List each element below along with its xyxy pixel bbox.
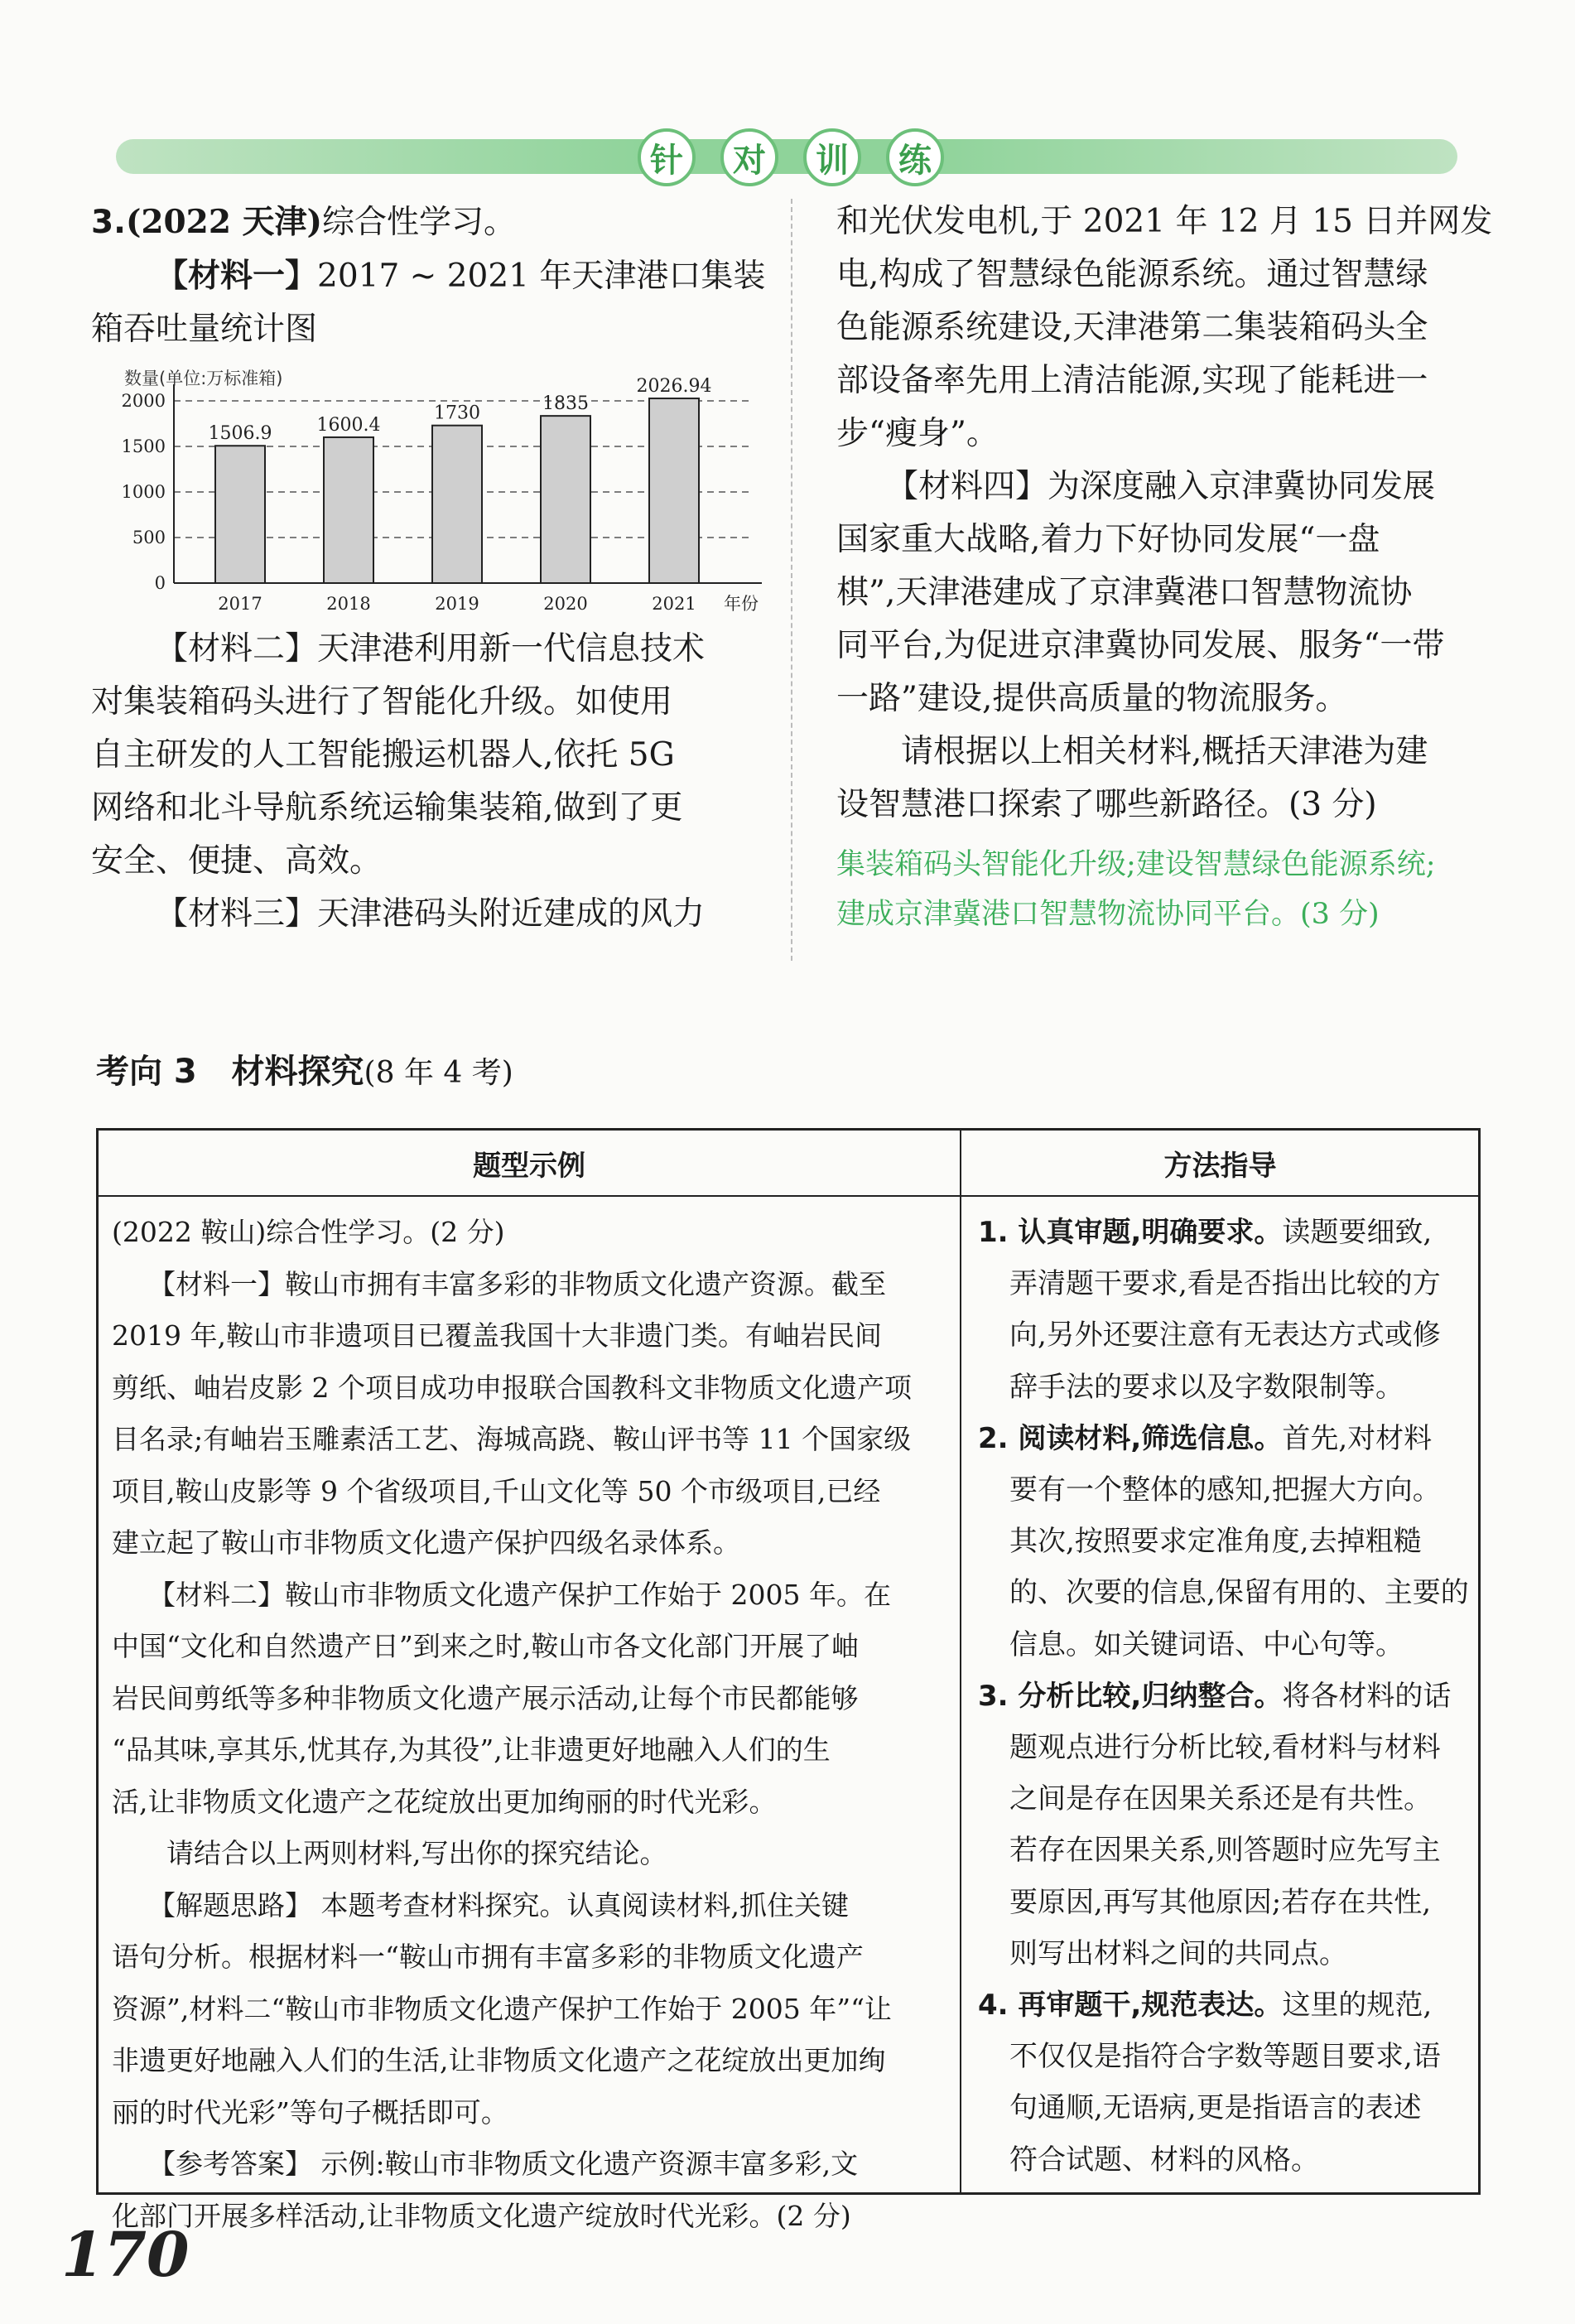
example-line: 项目,鞍山皮影等 9 个省级项目,千山文化等 50 个市级项目,已经 bbox=[112, 1474, 881, 1507]
guide-step-text: 的、次要的信息,保留有用的、主要的 bbox=[1009, 1576, 1469, 1610]
bar-chart-svg bbox=[91, 364, 770, 621]
question-prompt: 请根据以上相关材料,概括天津港为建 bbox=[901, 733, 1428, 770]
bar-value-label: 1506.9 bbox=[208, 423, 272, 445]
guide-step-text: 题观点进行分析比较,看材料与材料 bbox=[1009, 1731, 1441, 1765]
example-line: “品其味,享其乐,忧其存,为其役”,让非遗更好地融入人们的生 bbox=[112, 1733, 831, 1766]
example-line: 建立起了鞍山市非物质文化遗产保护四级名录体系。 bbox=[112, 1526, 740, 1559]
example-line: 资源”,材料二“鞍山市非物质文化遗产保护工作始于 2005 年”“让 bbox=[112, 1992, 892, 2025]
question-right-column bbox=[836, 195, 1491, 939]
bar-value-label: 1600.4 bbox=[316, 414, 381, 436]
section-number: 考向 3 bbox=[96, 1053, 197, 1091]
guide-step-text: 符合试题、材料的风格。 bbox=[1009, 2143, 1319, 2177]
x-tick-label: 2021 bbox=[652, 594, 696, 614]
question-left-column bbox=[91, 195, 778, 356]
guide-line bbox=[978, 1722, 1475, 1773]
column-divider bbox=[791, 199, 792, 961]
guide-step-text: 若存在因果关系,则答题时应先写主 bbox=[1009, 1834, 1441, 1868]
question-heading bbox=[91, 195, 778, 249]
material-2-line: 安全、便捷、高效。 bbox=[91, 842, 383, 880]
material-3-line: 色能源系统建设,天津港第二集装箱码头全 bbox=[836, 309, 1428, 346]
table-header-right: 方法指导 bbox=[1163, 1149, 1277, 1183]
bar-value-label: 1730 bbox=[434, 403, 480, 424]
bar bbox=[324, 437, 373, 583]
guide-step-text: 句通顺,无语病,更是指语言的表述 bbox=[1009, 2091, 1422, 2125]
guide-step-text: 这里的规范, bbox=[1282, 1989, 1433, 2023]
guide-line bbox=[978, 1309, 1475, 1361]
answer-line: 建成京津冀港口智慧物流协同平台。(3 分) bbox=[836, 898, 1380, 931]
guide-line bbox=[978, 1413, 1475, 1464]
material-3-line: 和光伏发电机,于 2021 年 12 月 15 日并网发 bbox=[836, 203, 1493, 240]
material-4-line: 同平台,为促进京津冀协同发展、服务“一带 bbox=[836, 627, 1445, 664]
banner-char: 针 bbox=[638, 128, 696, 186]
guide-line bbox=[978, 1258, 1475, 1309]
bar bbox=[541, 416, 590, 583]
material-1-line: 箱吞吐量统计图 bbox=[91, 311, 318, 348]
example-line: 活,让非物质文化遗产之花绽放出更加绚丽的时代光彩。 bbox=[112, 1785, 777, 1818]
method-table bbox=[96, 1128, 1481, 2232]
example-line: 剪纸、岫岩皮影 2 个项目成功申报联合国教科文非物质文化遗产项 bbox=[112, 1371, 912, 1404]
material-4-line: 棋”,天津港建成了京津冀港口智慧物流协 bbox=[836, 574, 1413, 611]
example-line: 语句分析。根据材料一“鞍山市拥有丰富多彩的非物质文化遗产 bbox=[112, 1941, 864, 1973]
material-2-block bbox=[91, 623, 778, 941]
y-axis-label: 数量(单位:万标准箱) bbox=[124, 369, 283, 388]
material-2-line: 对集装箱码头进行了智能化升级。如使用 bbox=[91, 683, 673, 721]
y-tick-label: 0 bbox=[154, 573, 166, 593]
bar bbox=[215, 446, 265, 583]
question-source: (2022 天津) bbox=[125, 203, 322, 241]
bar-chart bbox=[91, 364, 770, 621]
guide-step-text: 辞手法的要求以及字数限制等。 bbox=[1009, 1370, 1404, 1404]
example-column bbox=[112, 1207, 948, 2242]
guide-step-heading: 4. 再审题干,规范表达。 bbox=[978, 1989, 1283, 2023]
guide-step-text: 向,另外还要注意有无表达方式或修 bbox=[1009, 1319, 1441, 1352]
guide-step-text: 弄清题干要求,看是否指出比较的方 bbox=[1009, 1267, 1441, 1301]
section-name: 材料探究 bbox=[231, 1053, 364, 1091]
x-tick-label: 2020 bbox=[543, 594, 588, 614]
bar-value-label: 1835 bbox=[542, 393, 589, 415]
guide-step-text: 信息。如关键词语、中心句等。 bbox=[1009, 1627, 1404, 1661]
guide-line bbox=[978, 1619, 1475, 1671]
example-line: 【参考答案】 示例:鞍山市非物质文化遗产资源丰富多彩,文 bbox=[148, 2148, 859, 2180]
example-line: 【解题思路】 本题考查材料探究。认真阅读材料,抓住关键 bbox=[148, 1888, 849, 1921]
table-header-row bbox=[99, 1131, 1478, 1197]
y-tick-label: 500 bbox=[132, 528, 166, 547]
example-line: 中国“文化和自然遗产日”到来之时,鞍山市各文化部门开展了岫 bbox=[112, 1630, 860, 1662]
banner-char: 练 bbox=[886, 128, 944, 186]
guide-line bbox=[978, 2134, 1475, 2186]
question-number: 3. bbox=[91, 204, 126, 241]
guide-step-text: 将各材料的话 bbox=[1282, 1679, 1452, 1713]
banner-char: 训 bbox=[803, 128, 861, 186]
guide-step-text: 则写出材料之间的共同点。 bbox=[1009, 1936, 1347, 1970]
x-tick-label: 2017 bbox=[218, 594, 262, 614]
guide-step-text: 读题要细致, bbox=[1282, 1216, 1433, 1249]
guide-line bbox=[978, 1825, 1475, 1876]
guide-step-text: 不仅仅是指符合字数等题目要求,语 bbox=[1009, 2040, 1441, 2074]
guide-line bbox=[978, 2082, 1475, 2134]
example-line: 目名录;有岫岩玉雕素活工艺、海城高跷、鞍山评书等 11 个国家级 bbox=[112, 1423, 912, 1455]
section-count: (8 年 4 考) bbox=[364, 1056, 513, 1090]
example-line: (2022 鞍山)综合性学习。(2 分) bbox=[112, 1216, 505, 1248]
material-2-line: 网络和北斗导航系统运输集装箱,做到了更 bbox=[91, 789, 683, 827]
material-3-line: 【材料三】天津港码头附近建成的风力 bbox=[156, 895, 706, 933]
table-header-left: 题型示例 bbox=[473, 1149, 585, 1183]
banner-char: 对 bbox=[720, 128, 778, 186]
bar bbox=[649, 398, 699, 583]
guide-step-heading: 2. 阅读材料,筛选信息。 bbox=[978, 1421, 1283, 1455]
material-2-line: 【材料二】天津港利用新一代信息技术 bbox=[156, 630, 706, 668]
guide-step-heading: 1. 认真审题,明确要求。 bbox=[978, 1216, 1283, 1249]
material-4-line: 一路”建设,提供高质量的物流服务。 bbox=[836, 680, 1348, 717]
material-2-line: 自主研发的人工智能搬运机器人,依托 5G bbox=[91, 736, 675, 774]
material-1-label: 【材料一】 bbox=[156, 257, 318, 295]
section-title bbox=[96, 1045, 513, 1092]
example-line: 非遗更好地融入人们的生活,让非物质文化遗产之花绽放出更加绚 bbox=[112, 2044, 886, 2076]
guide-line bbox=[978, 1877, 1475, 1928]
guide-step-text: 之间是存在因果关系还是有共性。 bbox=[1009, 1782, 1432, 1816]
x-tick-label: 2018 bbox=[326, 594, 371, 614]
guide-step-text: 首先,对材料 bbox=[1282, 1421, 1433, 1455]
example-line: 丽的时代光彩”等句子概括即可。 bbox=[112, 2095, 508, 2129]
answer-line: 集装箱码头智能化升级;建设智慧绿色能源系统; bbox=[836, 848, 1436, 881]
question-prompt: 设智慧港口探索了哪些新路径。(3 分) bbox=[836, 786, 1377, 823]
example-line: 【材料二】鞍山市非物质文化遗产保护工作始于 2005 年。在 bbox=[148, 1578, 891, 1611]
guide-line bbox=[978, 2031, 1475, 2082]
x-tick-label: 2019 bbox=[435, 594, 479, 614]
example-line: 岩民间剪纸等多种非物质文化遗产展示活动,让每个市民都能够 bbox=[112, 1681, 859, 1714]
example-line: 请结合以上两则材料,写出你的探究结论。 bbox=[166, 1837, 667, 1869]
banner-title bbox=[638, 124, 944, 190]
guide-step-heading: 3. 分析比较,归纳整合。 bbox=[978, 1679, 1283, 1713]
material-1-line bbox=[91, 249, 778, 303]
guide-line bbox=[978, 1362, 1475, 1413]
guide-line bbox=[978, 1928, 1475, 1979]
guide-column bbox=[978, 1207, 1475, 2186]
bar bbox=[432, 426, 482, 583]
y-tick-label: 1000 bbox=[121, 482, 166, 502]
guide-line bbox=[978, 1671, 1475, 1722]
guide-step-text: 其次,按照要求定准角度,去掉粗糙 bbox=[1009, 1525, 1422, 1559]
guide-line bbox=[978, 1979, 1475, 2031]
guide-step-text: 要有一个整体的感知,把握大方向。 bbox=[1009, 1473, 1441, 1507]
x-axis-label: 年份 bbox=[724, 594, 759, 614]
material-4-line: 【材料四】为深度融入京津冀协同发展 bbox=[886, 468, 1436, 505]
guide-line bbox=[978, 1516, 1475, 1567]
material-3-line: 部设备率先用上清洁能源,实现了能耗进一 bbox=[836, 362, 1428, 399]
y-tick-label: 1500 bbox=[121, 436, 166, 456]
guide-line bbox=[978, 1207, 1475, 1258]
example-line: 化部门开展多样活动,让非物质文化遗产绽放时代光彩。(2 分) bbox=[112, 2199, 851, 2232]
bar-value-label: 2026.94 bbox=[636, 376, 712, 398]
material-3-line: 步“瘦身”。 bbox=[836, 415, 999, 452]
material-3-line: 电,构成了智慧绿色能源系统。通过智慧绿 bbox=[836, 256, 1428, 293]
guide-line bbox=[978, 1567, 1475, 1618]
question-title: 综合性学习。 bbox=[321, 204, 516, 241]
material-1-text: 2017 ~ 2021 年天津港口集装 bbox=[317, 258, 766, 295]
guide-line bbox=[978, 1773, 1475, 1825]
table-column-divider bbox=[960, 1131, 961, 2192]
guide-step-text: 要原因,再写其他原因;若存在共性, bbox=[1009, 1885, 1432, 1919]
material-4-line: 国家重大战略,着力下好协同发展“一盘 bbox=[836, 521, 1380, 558]
page-number: 170 bbox=[61, 2220, 190, 2291]
example-line: 【材料一】鞍山市拥有丰富多彩的非物质文化遗产资源。截至 bbox=[148, 1267, 886, 1300]
example-line: 2019 年,鞍山市非遗项目已覆盖我国十大非遗门类。有岫岩民间 bbox=[112, 1319, 882, 1352]
guide-line bbox=[978, 1464, 1475, 1516]
y-tick-label: 2000 bbox=[121, 391, 166, 411]
